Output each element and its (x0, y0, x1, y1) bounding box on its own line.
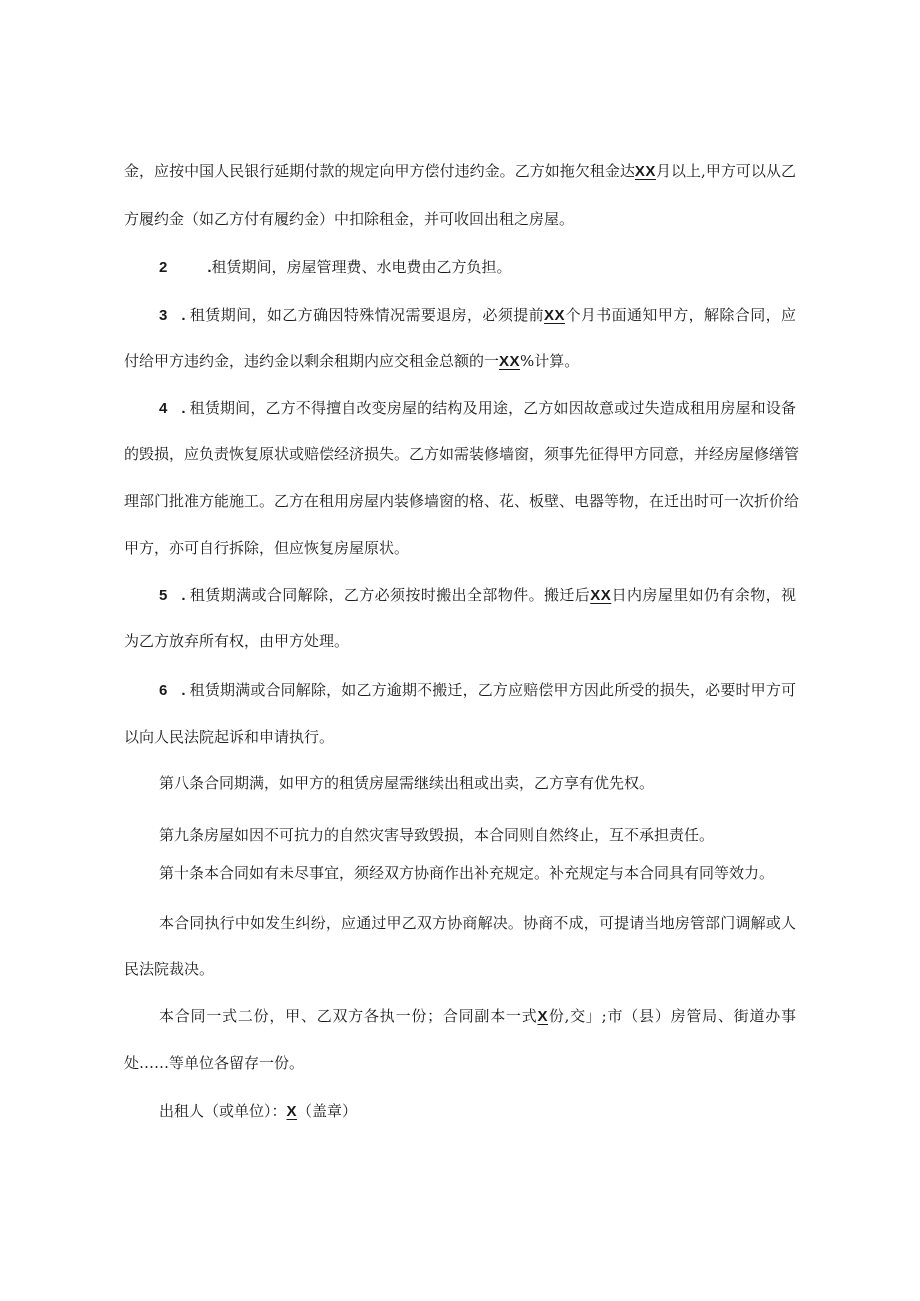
item-6-text-1: 租赁期满或合同解除，如乙方逾期不搬迁，乙方应赔偿甲方因此所受的损失，必要时甲方可 (189, 681, 796, 699)
lessor-line (159, 1101, 357, 1122)
item-6-line-1 (159, 680, 796, 701)
para-cont-line-1 (124, 161, 796, 182)
lessor-seal: （盖章） (297, 1102, 358, 1120)
item-3-dot: . (181, 307, 186, 324)
article-10: 第十条本合同如有未尽事宜，须经双方协商作出补充规定。补充规定与本合同具有同等效力。 (159, 864, 775, 882)
item-3-text-d: %计算。 (520, 352, 580, 370)
dispute-line-2: 民法院裁决。 (124, 960, 215, 978)
item-4-dot: . (181, 400, 186, 417)
item-2-dot: . (207, 259, 212, 276)
item-5-text-b: 日内房屋里如仍有余物，视 (611, 586, 796, 604)
dispute-line-1: 本合同执行中如发生纠纷，应通过甲乙双方协商解决。协商不成，可提请当地房管部门调解或人 (159, 914, 796, 932)
item-3-line-2 (124, 351, 579, 372)
item-5-dot: . (181, 587, 186, 604)
blank-copy-count: X (537, 1008, 549, 1025)
copies-line-2: 处……等单位各留存一份。 (124, 1054, 305, 1072)
item-2-number: 2 (159, 259, 168, 276)
article-8: 第八条合同期满，如甲方的租赁房屋需继续出租或出卖，乙方享有优先权。 (159, 774, 655, 792)
blank-days-after-move: XX (590, 587, 612, 604)
item-5-line-1 (159, 585, 796, 606)
item-6-dot: . (181, 682, 186, 699)
blank-penalty-percent: XX (499, 353, 521, 370)
item-4-line-2: 的毁损，应负责恢复原状或赔偿经济损失。乙方如需装修墙窗，须事先征得甲方同意，并经房屋修缮管 (124, 445, 800, 463)
item-3-text-a: 租赁期间，如乙方确因特殊情况需要退房，必须提前 (189, 306, 545, 324)
item-2-text: 租赁期间，房屋管理费、水电费由乙方负担。 (211, 258, 512, 276)
blank-months-overdue: XX (634, 163, 656, 180)
copies-text-a: 本合同一式二份，甲、乙双方各执一份；合同副本一式 (159, 1007, 538, 1025)
item-3-text-c: 付给甲方违约金，违约金以剩余租期内应交租金总额的一 (124, 352, 500, 370)
item-5-number: 5 (159, 587, 168, 604)
copies-text-b: 份,交」;市（县）房管局、街道办事 (548, 1007, 796, 1025)
article-9: 第九条房屋如因不可抗力的自然灾害导致毁损，本合同则自然终止，互不承担责任。 (159, 826, 715, 844)
para-cont-text-a: 金，应按中国人民银行延期付款的规定向甲方偿付违约金。乙方如拖欠租金达 (124, 162, 635, 180)
item-3-line-1 (159, 305, 796, 326)
item-4-line-3: 理部门批准方能施工。乙方在租用房屋内装修墙窗的格、花、板壁、电器等物，在迁出时可一次折价给 (124, 492, 800, 510)
item-4-text-1: 租赁期间，乙方不得擅自改变房屋的结构及用途，乙方如因故意或过失造成租用房屋和设备 (189, 399, 796, 417)
item-4-line-1 (159, 398, 796, 419)
item-3-number: 3 (159, 307, 168, 324)
item-4-line-4: 甲方，亦可自行拆除，但应恢复房屋原状。 (124, 539, 410, 557)
para-cont-text-b: 月以上,甲方可以从乙 (655, 162, 796, 180)
item-3-text-b: 个月书面通知甲方，解除合同，应 (565, 306, 796, 324)
blank-lessor-name: X (286, 1103, 298, 1120)
item-2 (159, 257, 512, 278)
item-4-number: 4 (159, 400, 168, 417)
para-cont-line-2: 方履约金（如乙方付有履约金）中扣除租金，并可收回出租之房屋。 (124, 210, 575, 228)
item-5-text-a: 租赁期满或合同解除，乙方必须按时搬出全部物件。搬迁后 (189, 586, 591, 604)
item-6-number: 6 (159, 682, 168, 699)
item-5-line-2: 为乙方放弃所有权，由甲方处理。 (124, 632, 350, 650)
item-6-line-2: 以向人民法院起诉和申请执行。 (124, 728, 335, 746)
copies-line-1 (159, 1006, 796, 1027)
lessor-label: 出租人（或单位）： (159, 1102, 287, 1120)
blank-notice-months: XX (544, 307, 566, 324)
